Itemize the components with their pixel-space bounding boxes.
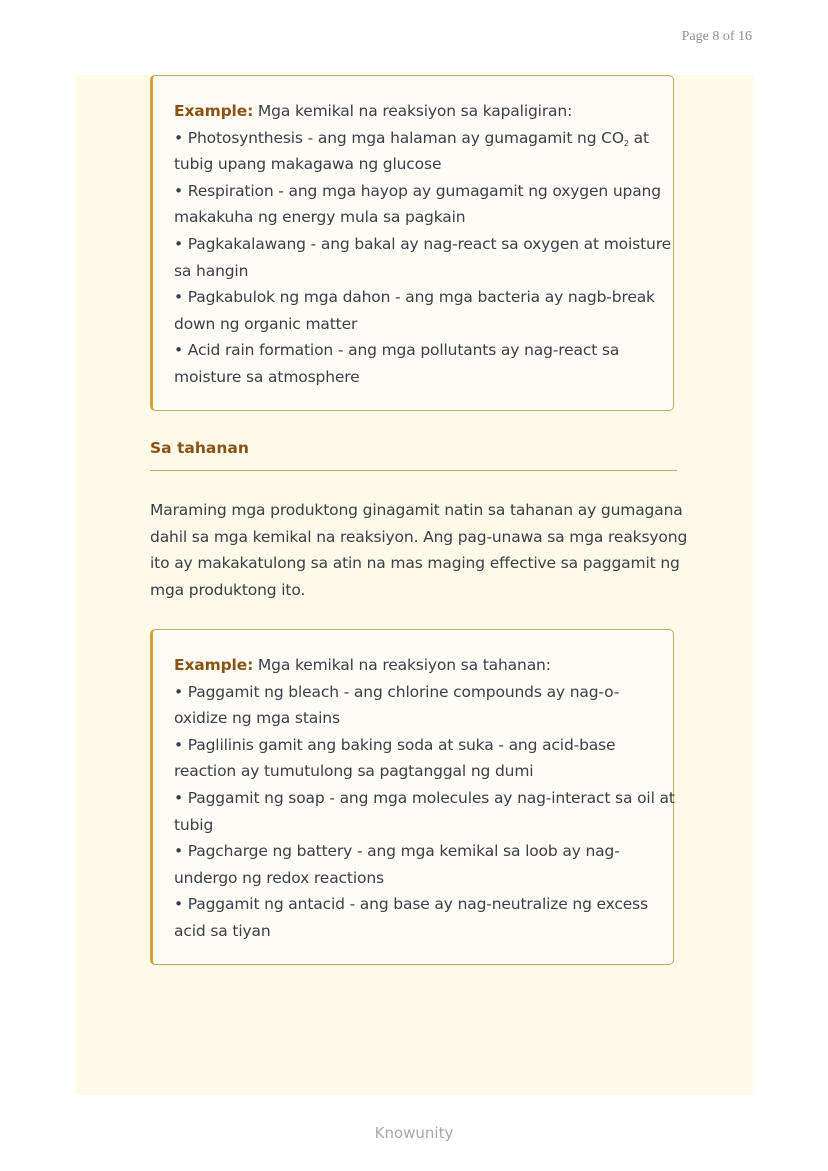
- page-number: Page 8 of 16: [681, 29, 752, 44]
- example-box-kapaligiran: [150, 75, 674, 411]
- example-label: Example:: [174, 102, 254, 120]
- list-item: • Paggamit ng soap - ang mga molecules ay nag-interact sa oil at: [174, 788, 675, 807]
- footer-brand: Knowunity: [374, 1124, 454, 1142]
- list-item-continuation: moisture sa atmosphere: [174, 367, 360, 386]
- list-item: • Acid rain formation - ang mga pollutants ay nag-react sa: [174, 341, 620, 360]
- list-item-continuation: undergo ng redox reactions: [174, 868, 384, 887]
- list-item-continuation: tubig: [174, 815, 214, 834]
- example-title: [174, 98, 653, 125]
- paragraph-line: dahil sa mga kemikal na reaksiyon. Ang pag-unawa sa mga reaksyong: [150, 527, 688, 546]
- list-item: • Pagcharge ng battery - ang mga kemikal sa loob ay nag-: [174, 842, 620, 861]
- section-heading: Sa tahanan: [150, 439, 249, 457]
- section-divider: [150, 470, 677, 471]
- list-item: • Paggamit ng antacid - ang base ay nag-neutralize ng excess: [174, 895, 649, 914]
- list-item: • Respiration - ang mga hayop ay gumagamit ng oxygen upang: [174, 181, 661, 200]
- paragraph-line: Maraming mga produktong ginagamit natin sa tahanan ay gumagana: [150, 501, 683, 519]
- paragraph-line: ito ay makakatulong sa atin na mas maging effective sa paggamit ng: [150, 554, 680, 573]
- page-content: [75, 75, 753, 1095]
- list-item: [174, 125, 653, 152]
- list-item-continuation: reaction ay tumutulong sa pagtanggal ng dumi: [174, 762, 534, 781]
- list-item: • Paglilinis gamit ang baking soda at suka - ang acid-base: [174, 735, 616, 754]
- list-item: • Paggamit ng bleach - ang chlorine compounds ay nag-o-: [174, 682, 620, 701]
- list-item-continuation: oxidize ng mga stains: [174, 709, 340, 728]
- list-item-continuation: tubig upang makagawa ng glucose: [174, 155, 442, 174]
- list-item: • Pagkabulok ng mga dahon - ang mga bacteria ay nagb-break: [174, 288, 655, 307]
- example-label: Example:: [174, 656, 254, 674]
- list-item-continuation: makakuha ng energy mula sa pagkain: [174, 208, 466, 227]
- paragraph-line: mga produktong ito.: [150, 580, 306, 599]
- list-item-continuation: acid sa tiyan: [174, 921, 271, 940]
- list-item: • Pagkakalawang - ang bakal ay nag-react sa oxygen at moisture: [174, 234, 671, 253]
- example-box-tahanan: [150, 629, 674, 965]
- list-item-text: at: [628, 128, 649, 147]
- list-item-continuation: down ng organic matter: [174, 314, 358, 333]
- subscript: 2: [623, 138, 629, 148]
- example-intro: Mga kemikal na reaksiyon sa kapaligiran:: [253, 102, 573, 120]
- list-item-text: • Photosynthesis - ang mga halaman ay gumagamit ng CO: [174, 128, 624, 147]
- section-paragraph: [150, 497, 690, 603]
- example-title: [174, 652, 653, 679]
- example-intro: Mga kemikal na reaksiyon sa tahanan:: [253, 656, 551, 674]
- list-item-continuation: sa hangin: [174, 261, 249, 280]
